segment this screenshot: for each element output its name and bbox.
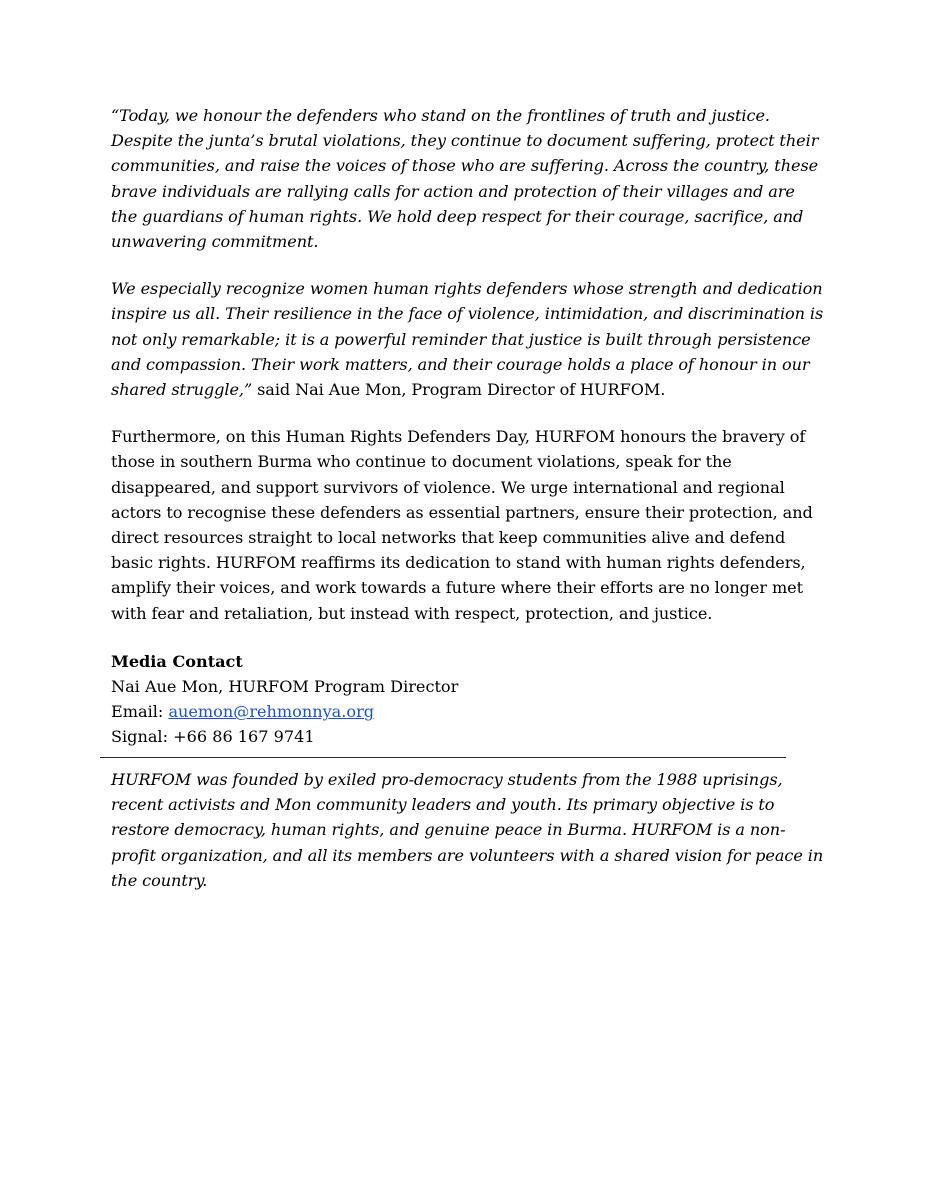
media-contact-block <box>111 649 825 750</box>
media-contact-email-line <box>111 699 825 724</box>
body-paragraph-3: Furthermore, on this Human Rights Defenders Day, HURFOM honours the bravery of those in southern Burma who continue to document violations, speak for the disappeared, and support survivors of violence. We urge international and regional actors to recognise these defenders as essential partners, ensure their protection, and direct resources straight to local networks that keep communities alive and defend basic rights. HURFOM reaffirms its dedication to stand with human rights defenders, amplify their voices, and work towards a future where their efforts are no longer met with fear and retaliation, but instead with respect, protection, and justice. <box>111 427 813 623</box>
footer-divider-wrap <box>100 757 786 758</box>
email-link[interactable]: auemon@rehmonnya.org <box>168 702 375 722</box>
quote-paragraph-1: “Today, we honour the defenders who stand on the frontlines of truth and justice. Despite the junta’s brutal violations, they continue to document suffering, protect their communities, and raise the voices of those who are suffering. Across the country, these brave individuals are rallying calls for action and protection of their villages and are the guardians of human rights. We hold deep respect for their courage, sacrifice, and unwavering commitment. <box>111 106 819 252</box>
media-contact-heading: Media Contact <box>111 651 243 671</box>
media-contact-name: Nai Aue Mon, HURFOM Program Director <box>111 677 459 697</box>
footer-text: HURFOM was founded by exiled pro-democracy students from the 1988 uprisings, recent activists and Mon community leaders and youth. Its primary objective is to restore democracy, human rights, and genuine peace in Burma. HURFOM is a non-profit organization, and all its members are volunteers with a shared vision for peace in the country. <box>111 770 824 890</box>
quote-paragraph-2 <box>111 276 825 402</box>
footer-divider <box>100 757 786 758</box>
media-contact-signal: Signal: +66 86 167 9741 <box>111 727 315 747</box>
footer-block <box>111 767 825 893</box>
document-body <box>111 103 825 750</box>
quote-attribution: said Nai Aue Mon, Program Director of HURFOM. <box>252 380 666 400</box>
quote-paragraph-2-text: We especially recognize women human rights defenders whose strength and dedication inspire us all. Their resilience in the face of violence, intimidation, and discrimination is not only remarkable; it is a powerful reminder that justice is built through persistence and compassion. Their work matters, and their courage holds a place of honour in our shared struggle,” <box>111 279 824 400</box>
email-label: Email: <box>111 702 169 722</box>
